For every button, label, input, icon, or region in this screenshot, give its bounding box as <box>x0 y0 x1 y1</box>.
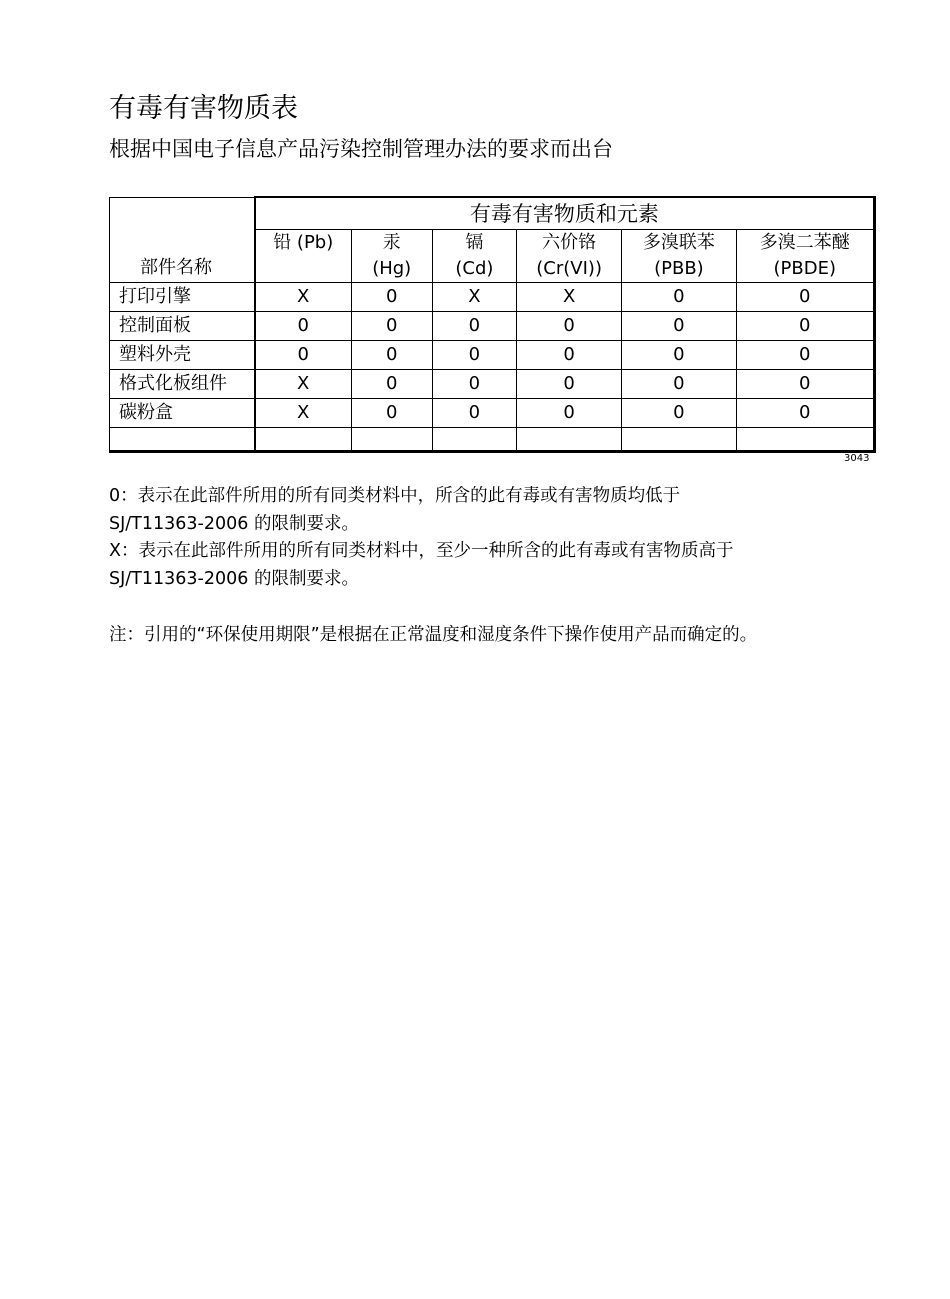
element-header-pbb <box>622 230 736 283</box>
table-cell: 0 <box>517 370 622 399</box>
table-cell: 0 <box>255 312 351 341</box>
element-symbol: (PBDE) <box>773 258 837 279</box>
table-cell: X <box>255 399 351 428</box>
note-x-line1: X：表示在此部件所用的所有同类材料中，至少一种所含的此有毒或有害物质高于 <box>109 541 734 561</box>
element-header-pbde <box>736 230 874 283</box>
table-cell: 0 <box>432 341 516 370</box>
table-row <box>110 370 875 399</box>
element-symbol: (Cd) <box>455 258 494 279</box>
part-name-cell: 碳粉盒 <box>110 399 255 428</box>
empty-cell <box>517 428 622 452</box>
table-cell: 0 <box>517 312 622 341</box>
substances-group-header: 有毒有害物质和元素 <box>255 197 875 230</box>
table-row-empty <box>110 428 875 452</box>
note-zero-line1: 0：表示在此部件所用的所有同类材料中，所含的此有毒或有害物质均低于 <box>109 486 681 506</box>
element-name: 汞 <box>382 232 401 253</box>
empty-cell <box>255 428 351 452</box>
empty-cell <box>432 428 516 452</box>
table-cell: X <box>255 370 351 399</box>
part-name-cell: 打印引擎 <box>110 283 255 312</box>
table-cell: 0 <box>622 370 736 399</box>
table-cell: 0 <box>351 399 432 428</box>
table-cell: 0 <box>432 399 516 428</box>
table-cell: 0 <box>432 370 516 399</box>
empty-cell <box>736 428 874 452</box>
element-name: 六价铬 <box>542 232 597 253</box>
hazardous-substances-table <box>109 196 876 453</box>
table-row <box>110 283 875 312</box>
element-name: 铅 (Pb) <box>273 232 334 253</box>
note-zero-line2: SJ/T11363-2006 的限制要求。 <box>109 514 359 534</box>
table-cell: 0 <box>736 399 874 428</box>
table-row <box>110 312 875 341</box>
table-cell: X <box>432 283 516 312</box>
empty-cell <box>622 428 736 452</box>
table-cell: 0 <box>736 283 874 312</box>
table-cell: X <box>255 283 351 312</box>
table-cell: 0 <box>517 341 622 370</box>
table-row <box>110 341 875 370</box>
table-cell: 0 <box>255 341 351 370</box>
page-title: 有毒有害物质表 <box>109 93 298 124</box>
footnote: 注：引用的“环保使用期限”是根据在正常温度和湿度条件下操作使用产品而确定的。 <box>109 625 758 645</box>
table-cell: 0 <box>622 283 736 312</box>
element-symbol: (Hg) <box>372 258 412 279</box>
empty-cell <box>110 428 255 452</box>
table-cell: 0 <box>622 312 736 341</box>
table-cell: 0 <box>736 312 874 341</box>
table-cell: 0 <box>351 370 432 399</box>
table-cell: 0 <box>351 341 432 370</box>
table-cell: X <box>517 283 622 312</box>
table-header-row-group <box>110 197 875 230</box>
table-cell: 0 <box>622 399 736 428</box>
element-name: 多溴二苯醚 <box>759 232 850 253</box>
part-name-cell: 控制面板 <box>110 312 255 341</box>
element-name: 多溴联苯 <box>642 232 715 253</box>
part-name-header: 部件名称 <box>110 197 255 283</box>
empty-cell <box>351 428 432 452</box>
element-symbol: (PBB) <box>654 258 704 279</box>
part-name-cell: 格式化板组件 <box>110 370 255 399</box>
part-name-cell: 塑料外壳 <box>110 341 255 370</box>
table-cell: 0 <box>736 370 874 399</box>
page-subtitle: 根据中国电子信息产品污染控制管理办法的要求而出台 <box>109 137 613 161</box>
table-cell: 0 <box>736 341 874 370</box>
element-header-pb <box>255 230 351 283</box>
reference-code: 3043 <box>844 453 870 464</box>
table-cell: 0 <box>351 312 432 341</box>
table-cell: 0 <box>622 341 736 370</box>
table-row <box>110 399 875 428</box>
table-cell: 0 <box>517 399 622 428</box>
element-header-cr <box>517 230 622 283</box>
element-name: 镉 <box>465 232 484 253</box>
element-symbol: (Cr(VI)) <box>536 258 602 279</box>
table-cell: 0 <box>432 312 516 341</box>
element-header-cd <box>432 230 516 283</box>
table-cell: 0 <box>351 283 432 312</box>
note-x-line2: SJ/T11363-2006 的限制要求。 <box>109 569 359 589</box>
element-header-hg <box>351 230 432 283</box>
